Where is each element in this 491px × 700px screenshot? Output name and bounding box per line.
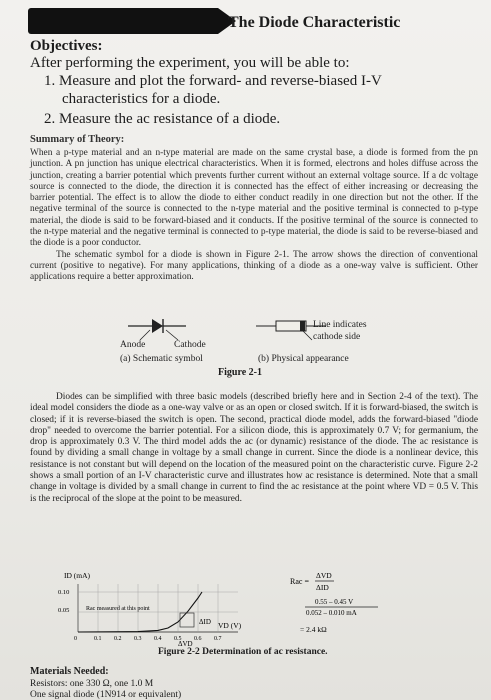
x-tick-label: 0.3 — [134, 636, 142, 642]
anode-label: Anode — [120, 340, 146, 350]
formula-numerator: ΔVD — [316, 571, 332, 580]
objective-item: characteristics for a diode. — [62, 91, 221, 107]
diode-models-paragraph — [30, 392, 478, 505]
iv-curve-graph — [58, 570, 488, 648]
objectives-heading: Objectives: — [30, 38, 103, 54]
x-tick-label: 0 — [74, 636, 77, 642]
summary-body — [30, 148, 478, 284]
formula-lhs: Rac = — [290, 577, 309, 586]
materials-item: Resistors: one 330 Ω, one 1.0 M — [30, 679, 154, 689]
materials-item: One signal diode (1N914 or equivalent) — [30, 690, 182, 700]
delta-triangle — [180, 613, 194, 627]
figure-2-1-caption: Figure 2-1 — [218, 367, 262, 378]
x-tick-labels — [74, 636, 222, 642]
figure-2-2 — [58, 570, 488, 656]
x-tick-label: 0.4 — [154, 636, 162, 642]
objective-item: 1. Measure and plot the forward- and reverse-biased I-V — [44, 73, 382, 89]
x-axis-label: VD (V) — [218, 621, 242, 630]
calc-numerator: 0.55 – 0.45 V — [315, 598, 354, 606]
cathode-label: Cathode — [174, 340, 206, 350]
x-tick-label: 0.2 — [114, 636, 122, 642]
objectives-intro: After performing the experiment, you will be able to: — [30, 55, 350, 71]
x-tick-label: 0.1 — [94, 636, 102, 642]
summary-paragraph-1: When a p-type material and an n-type material are made on the same crystal base, a diode is formed from the pn junction. A pn junction has unique electrical characteristics. When it is formed, electrons and holes diffuse across the junction, creating a barrier potential which prevents further current without an external voltage source. If a dc voltage source is connected to the diode, the direction it is connected has the effect of either increasing or decreasing the barrier potential. The effect is to allow the diode to either conduct readily in one direction but not the other. If the negative terminal of the source is connected to the n-type material and the positive terminal is connected to p-type material, the diode is said to be forward-biased and it conducts. If the positive terminal of the source is connected to the n-type material and the negative terminal is connected to p-type material, the diode is said to be reverse-biased and the diode is a poor conductor. — [30, 148, 478, 249]
measurement-point-note: Rac measured at this point — [86, 606, 150, 612]
ac-resistance-formula — [290, 571, 378, 634]
x-tick-label: 0.7 — [214, 636, 222, 642]
formula-denominator: ΔID — [316, 583, 329, 592]
models-text: Diodes can be simplified with three basic models (described briefly here and in Section 2-4 of the text). The ideal model considers the diode as a one-way valve or as an open or closed switch. If it is forward-biased, the switch is closed; if it is reverse-biased the switch is open. The second, practical diode model, adds the forward-biased "diode drop" needed to overcome the barrier potential. For a silicon diode, this is approximately 0.7 V; for germanium, the drop is approximately 0.3 V. The third model adds the ac (or dynamic) resistance of the diode. The ac resistance is found by dividing a small change in voltage by a small change in current. Since the diode is a nonlinear device, this resistance is not constant but will depend on the location of the measured point on the characteristic curve. Figure 2-2 shows a small portion of an I-V characteristic curve and illustrates how ac resistance is determined. Note that a small change in voltage is divided by a small change in current to find the ac resistance at the point where VD = 0.5 V. This is the reciprocal of the slope at the point to be measured. — [30, 392, 478, 504]
physical-appearance-subcaption: (b) Physical appearance — [258, 354, 349, 364]
y-tick-label: 0.05 — [58, 607, 70, 614]
objective-item: 2. Measure the ac resistance of a diode. — [44, 111, 281, 127]
page-title: The Diode Characteristic — [228, 14, 401, 31]
result-value: = 2.4 kΩ — [300, 625, 327, 634]
summary-paragraph-2: The schematic symbol for a diode is shown in Figure 2-1. The arrow shows the direction of conventional current (positive to negative). For many applications, thinking of a diode as a one-way valve is sufficient. Other applications require a better approximation. — [30, 249, 478, 283]
materials-heading: Materials Needed: — [30, 666, 109, 677]
delta-v-label: ΔVD — [178, 640, 193, 648]
calc-denominator: 0.052 – 0.010 mA — [306, 609, 357, 617]
diode-figure-graphic — [0, 308, 491, 368]
y-tick-label: 0.10 — [58, 589, 70, 596]
x-tick-label: 0.5 — [174, 636, 182, 642]
diode-schematic-symbol — [128, 319, 186, 340]
figure-2-2-caption: Figure 2-2 Determination of ac resistance. — [158, 647, 328, 657]
redaction-bar — [28, 8, 218, 34]
cathode-side-label: cathode side — [313, 332, 361, 342]
line-indicates-label: Line indicates — [313, 320, 367, 330]
x-tick-label: 0.6 — [194, 636, 202, 642]
summary-heading: Summary of Theory: — [30, 134, 125, 145]
y-axis-label: ID (mA) — [64, 571, 91, 580]
delta-i-label: ΔID — [199, 618, 211, 626]
schematic-symbol-subcaption: (a) Schematic symbol — [120, 354, 203, 364]
